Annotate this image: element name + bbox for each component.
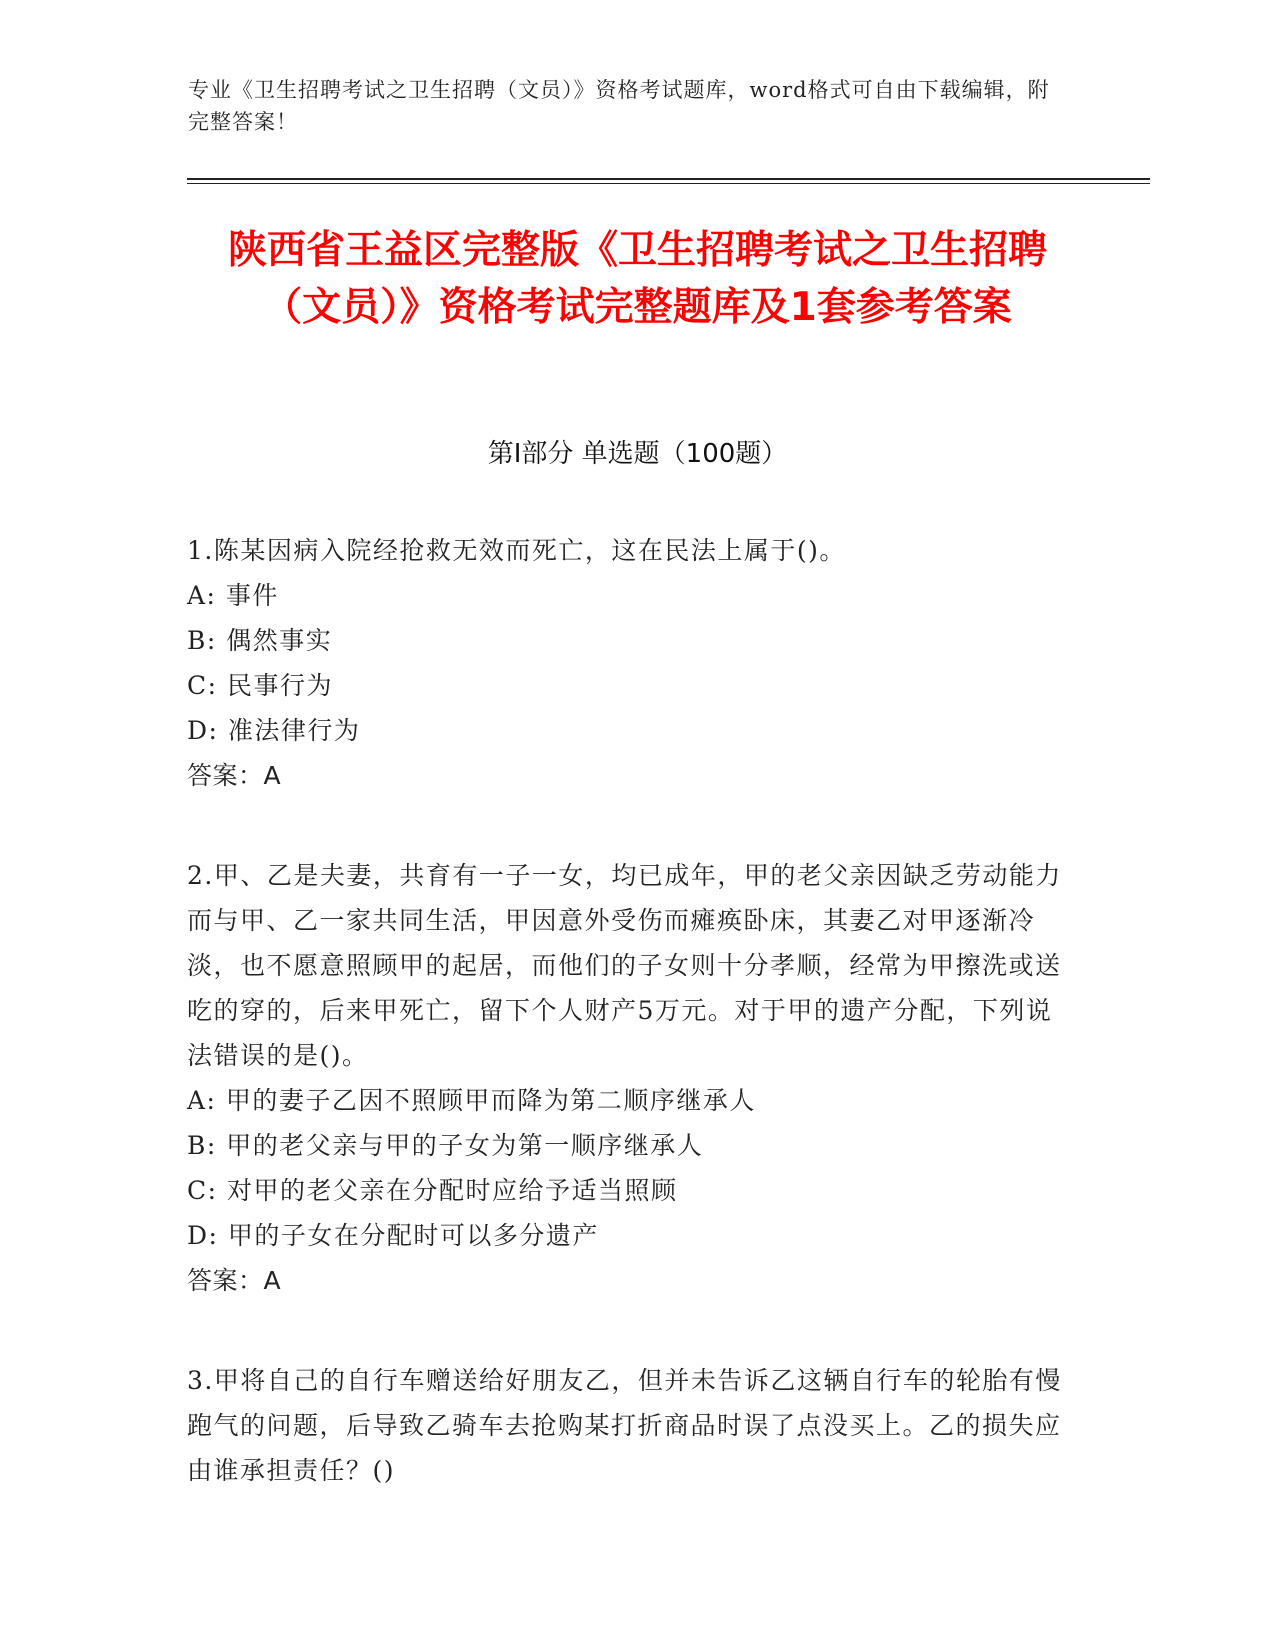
option-c: C: 民事行为 — [187, 671, 333, 700]
header-divider-thin — [187, 183, 1150, 184]
option-d: D: 甲的子女在分配时可以多分遗产 — [187, 1221, 599, 1250]
option-b: B: 偶然事实 — [187, 626, 333, 655]
option-c: C: 对甲的老父亲在分配时应给予适当照顾 — [187, 1176, 678, 1205]
question-1 — [187, 528, 1067, 798]
option-b: B: 甲的老父亲与甲的子女为第一顺序继承人 — [187, 1131, 704, 1160]
question-stem: 3.甲将自己的自行车赠送给好朋友乙，但并未告诉乙这辆自行车的轮胎有慢跑气的问题，后导致乙骑车去抢购某打折商品时误了点没买上。乙的损失应由谁承担责任？() — [187, 1366, 1062, 1485]
question-stem: 1.陈某因病入院经抢救无效而死亡，这在民法上属于()。 — [187, 536, 846, 565]
document-title: 陕西省王益区完整版《卫生招聘考试之卫生招聘（文员）》资格考试完整题库及1套参考答案 — [227, 228, 1047, 330]
header-divider — [187, 178, 1150, 180]
option-d: D: 准法律行为 — [187, 716, 361, 745]
option-a: A: 甲的妻子乙因不照顾甲而降为第二顺序继承人 — [187, 1086, 756, 1115]
header-note: 专业《卫生招聘考试之卫生招聘（文员）》资格考试题库，word格式可自由下载编辑，附完整答案！ — [188, 78, 1050, 134]
option-a: A: 事件 — [187, 581, 279, 610]
answer-label: 答案：A — [187, 761, 282, 790]
question-stem: 2.甲、乙是夫妻，共育有一子一女，均已成年，甲的老父亲因缺乏劳动能力而与甲、乙一家共同生活，甲因意外受伤而瘫痪卧床，其妻乙对甲逐渐冷淡，也不愿意照顾甲的起居，而他们的子女则十分孝顺，经常为甲擦洗或送吃的穿的，后来甲死亡，留下个人财产5万元。对于甲的遗产分配，下列说法错误的是()。 — [187, 861, 1062, 1070]
question-list — [187, 528, 1067, 1548]
question-3 — [187, 1358, 1067, 1493]
question-2 — [187, 853, 1067, 1303]
answer-label: 答案：A — [187, 1266, 282, 1295]
section-heading: 第Ⅰ部分 单选题（100题） — [487, 439, 788, 469]
